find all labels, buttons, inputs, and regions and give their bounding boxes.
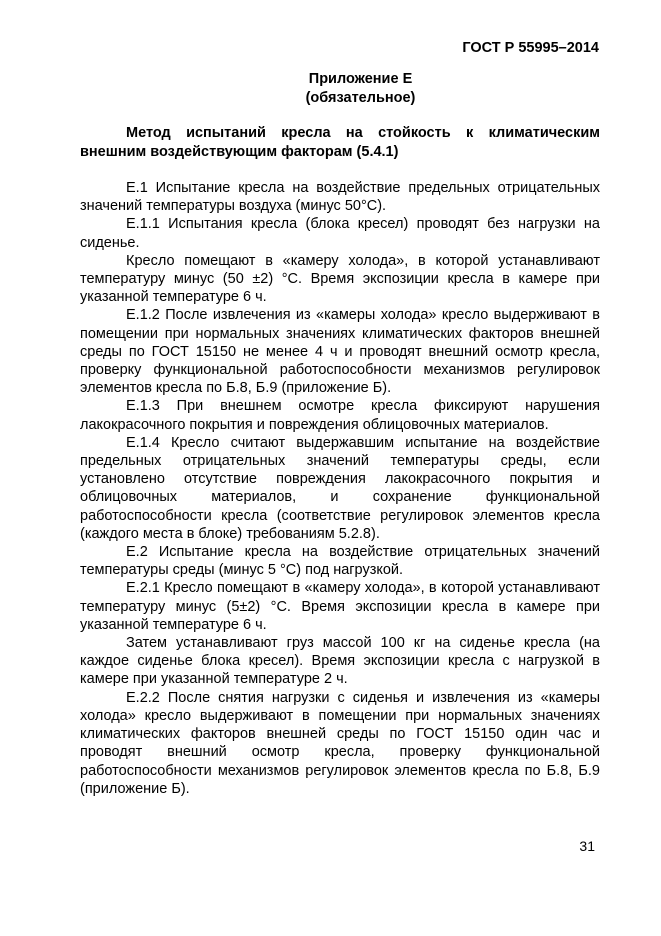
paragraph-e1-1-cont: Кресло помещают в «камеру холода», в которой устанавливают температуру минус (50 ±2) °С. Время экспозиции кресла в камере при указанной температуре 6 ч. [80, 252, 600, 306]
document-body [80, 179, 600, 798]
annex-heading [0, 70, 661, 108]
page-number: 31 [579, 838, 595, 854]
paragraph-e1-1: Е.1.1 Испытания кресла (блока кресел) проводят без нагрузки на сиденье. [80, 216, 600, 251]
paragraph-e2-1: Е.2.1 Кресло помещают в «камеру холода», в которой устанавливают температуру минус (5±2) °С. Время экспозиции кресла в камере при указанной температуре 6 ч. [80, 580, 600, 633]
paragraph-e1-3: Е.1.3 При внешнем осмотре кресла фиксируют нарушения лакокрасочного покрытия и повреждения облицовочных материалов. [80, 398, 600, 433]
paragraph-e1-4: Е.1.4 Кресло считают выдержавшим испытание на воздействие предельных отрицательных значений температуры среды, если установлено отсутствие повреждения лакокрасочного покрытия и облицовочных материалов, и сохранение функциональной работоспособности кресла (соответствие регулировок элементов кресла (каждого места в блоке) требованиям 5.2.8). [80, 434, 600, 542]
paragraph-e2-2: Е.2.2 После снятия нагрузки с сиденья и извлечения из «камеры холода» кресло выдерживают в помещении при нормальных значениях климатических факторов внешней среды по ГОСТ 15150 один час и проводят внешний осмотр кресла, проверку функциональной работоспособности механизмов регулировок элементов кресла по Б.8, Б.9 (приложение Б). [80, 689, 600, 797]
paragraph-e1-2: Е.1.2 После извлечения из «камеры холода» кресло выдерживают в помещении при нормальных значениях климатических факторов внешней среды по ГОСТ 15150 не менее 4 ч и проводят внешний осмотр кресла, проверку функциональной работоспособности механизмов регулировок элементов кресла по Б.8, Б.9 (приложение Б). [80, 307, 600, 397]
paragraph-e1: Е.1 Испытание кресла на воздействие предельных отрицательных значений температуры воздуха (минус 50°С). [80, 180, 600, 215]
section-title: Метод испытаний кресла на стойкость к климатическим внешним воздействующим факторам (5.4.1) [80, 125, 600, 160]
annex-status: (обязательное) [305, 90, 416, 106]
standard-number: ГОСТ Р 55995–2014 [462, 40, 599, 56]
annex-title: Приложение Е [308, 71, 413, 87]
paragraph-e2: Е.2 Испытание кресла на воздействие отрицательных значений температуры среды (минус 5 °С) под нагрузкой. [80, 544, 600, 579]
paragraph-e2-1-cont: Затем устанавливают груз массой 100 кг на сиденье кресла (на каждое сиденье блока кресел). Время экспозиции кресла с нагрузкой в камере при указанной температуре 2 ч. [80, 635, 600, 688]
